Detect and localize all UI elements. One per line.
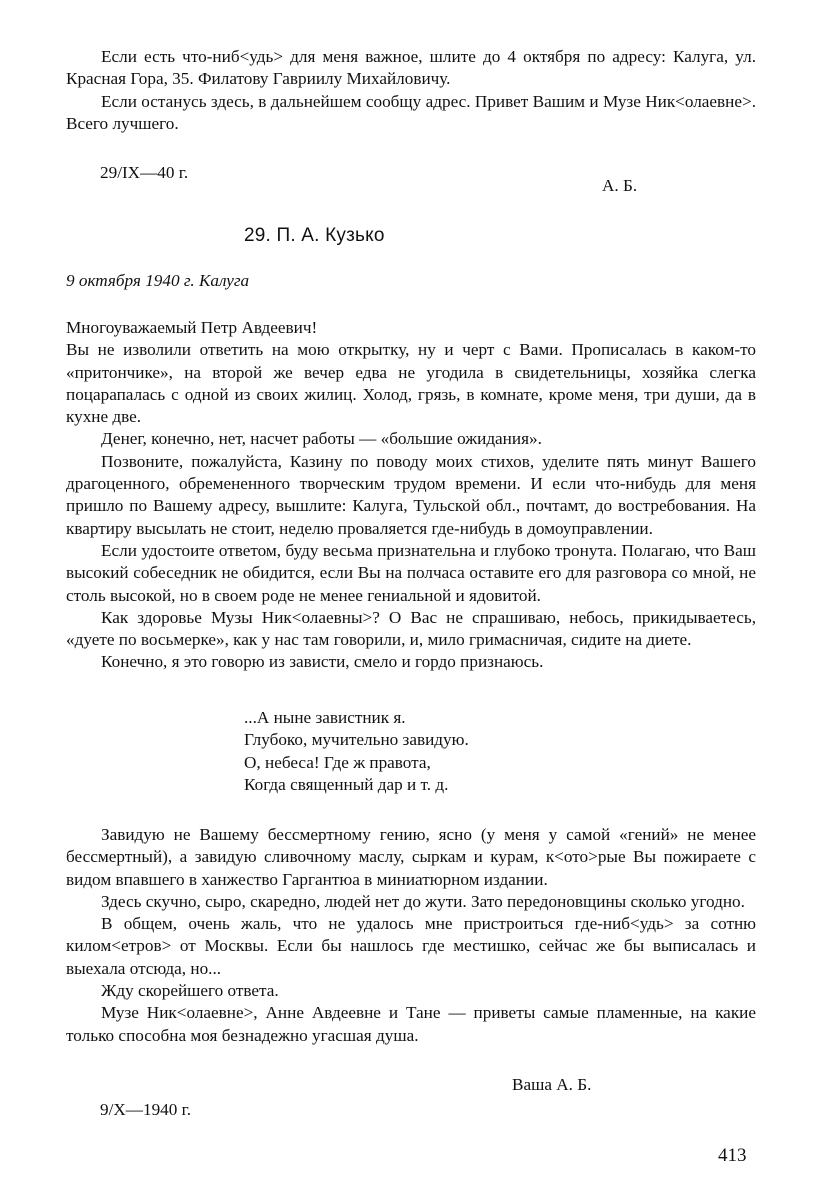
paragraph: Здесь скучно, сыро, скаредно, людей нет до жути. Зато передоновщины сколько угодно. — [101, 891, 745, 911]
paragraph: В общем, очень жаль, что не удалось мне пристроиться где-ниб<удь> за сотню килом<етров> от Москвы. Если бы нашлось где местишко, сейчас же бы выписалась и выехала отсюда, но... — [66, 914, 756, 978]
poem-line: О, небеса! Где ж правота, — [244, 752, 431, 772]
paragraph: Конечно, я это говорю из зависти, смело и гордо признаюсь. — [101, 652, 544, 672]
paragraph: Вы не изволили ответить на мою открытку, ну и черт с Вами. Прописалась в каком-то «притончике», на второй же вечер едва не угодила в свидетельницы, хозяйка слегка поцарапалась с одной из своих жилиц. Холод, грязь, в комнате, кроме меня, три души, да в кухне две. — [66, 340, 756, 427]
paragraph: Завидую не Вашему бессмертному гению, ясно (у меня у самой «гений» не менее бессмертный), а завидую сливочному маслу, сыркам и курам, к<ото>рые Вы пожираете с видом впавшего в ханжество Гаргантюа в миниатюрном издании. — [66, 825, 756, 889]
poem-quote — [244, 707, 469, 796]
poem-line: Когда священный дар и т. д. — [244, 774, 449, 794]
paragraph: Музе Ник<олаевне>, Анне Авдеевне и Тане — приветы самые пламенные, на какие только способна моя безнадежно угасшая душа. — [66, 1003, 756, 1045]
letter-28-body — [66, 46, 756, 135]
letter-29-signature: Ваша А. Б. — [512, 1075, 592, 1094]
paragraph: Если удостоите ответом, буду весьма признательна и глубоко тронута. Полагаю, что Ваш высокий собеседник не обидится, если Вы на полчаса оставите его для разговора со мной, не столь высокой, но в своем роде не менее гениальной и ядовитой. — [66, 540, 756, 605]
letter-29-body-continued — [66, 824, 756, 1047]
paragraph: Как здоровье Музы Ник<олаевны>? О Вас не спрашиваю, небось, прикидываетесь, «дуете по восьмерке», как у нас там говорили, и, мило гримасничая, сидите на диете. — [66, 607, 756, 650]
paragraph: Жду скорейшего ответа. — [101, 981, 279, 1001]
letter-29-body — [66, 317, 756, 674]
paragraph: Денег, конечно, нет, насчет работы — «большие ожидания». — [101, 429, 542, 449]
paragraph: Если останусь здесь, в дальнейшем сообщу адрес. Привет Вашим и Музе Ник<олаевне>. Всего лучшего. — [66, 91, 756, 133]
letter-29-date: 9/X—1940 г. — [100, 1100, 192, 1119]
poem-line: Глубоко, мучительно завидую. — [244, 730, 469, 750]
paragraph: Если есть что-ниб<удь> для меня важное, шлите до 4 октября по адресу: Калуга, ул. Красная Гора, 35. Филатову Гавриилу Михайловичу. — [66, 47, 756, 89]
letter-dateline: 9 октября 1940 г. Калуга — [66, 271, 250, 290]
letter-28-signature: А. Б. — [602, 176, 638, 195]
page-number: 413 — [718, 1145, 747, 1166]
salutation: Многоуважаемый Петр Авдеевич! — [66, 318, 318, 337]
paragraph: Позвоните, пожалуйста, Казину по поводу моих стихов, уделите пять минут Вашего драгоценного, обремененного творческим трудом времени. И если что-нибудь для меня пришло по Вашему адресу, вышлите: Калуга, Тульской обл., почтамт, до востребования. На квартиру высылать не стоит, неделю проваляется где-нибудь в домоуправлении. — [66, 451, 756, 538]
letter-heading: 29. П. А. Кузько — [244, 225, 385, 246]
poem-line: ...А ныне завистник я. — [244, 708, 406, 727]
letter-28-date: 29/IX—40 г. — [100, 163, 189, 182]
